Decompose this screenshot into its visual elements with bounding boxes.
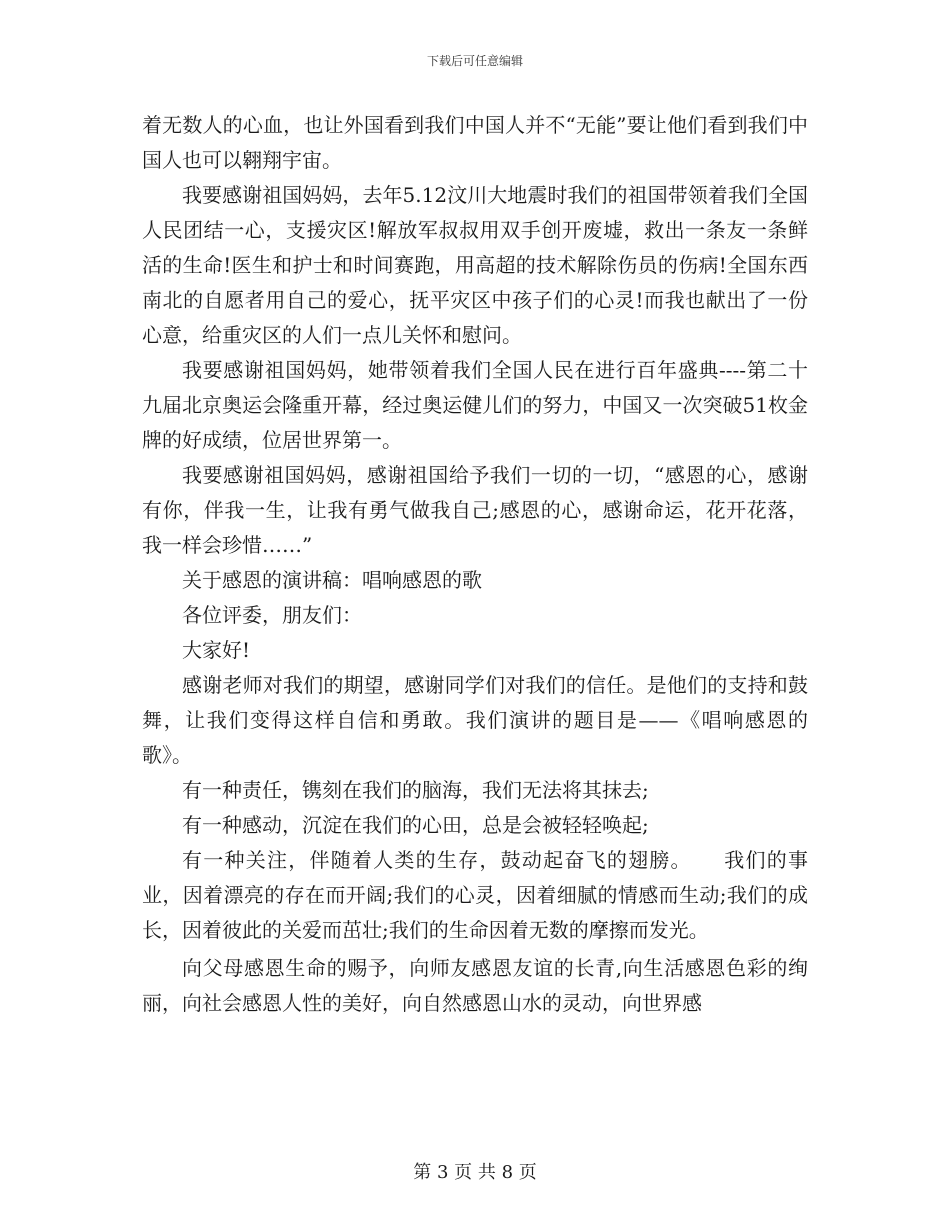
paragraph-emotion: 有一种感动，沉淀在我们的心田，总是会被轻轻唤起; <box>182 813 649 837</box>
paragraph-olympics: 我要感谢祖国妈妈，她带领着我们全国人民在进行百年盛典----第二十九届北京奥运会隆重开幕，经过奥运健儿们的努力，中国又一次突破51枚金牌的好成绩，位居世界第一。 <box>142 358 808 452</box>
paragraph-earthquake: 我要感谢祖国妈妈，去年5.12汶川大地震时我们的祖国带领着我们全国人民团结一心，支援灾区!解放军叔叔用双手创开废墟，救出一条友一条鲜活的生命!医生和护士和时间赛跑，用高超的技术解除伤员的伤病!全国东西南北的自愿者用自己的爱心，抚平灾区中孩子们的心灵!而我也献出了一份心意，给重灾区的人们一点儿关怀和慰问。 <box>142 183 808 347</box>
paragraph-thanks-teachers: 感谢老师对我们的期望，感谢同学们对我们的信任。是他们的支持和鼓舞，让我们变得这样自信和勇敢。我们演讲的题目是——《唱响感恩的歌》。 <box>142 673 808 767</box>
paragraph-continuation: 着无数人的心血，也让外国看到我们中国人并不“无能”要让他们看到我们中国人也可以翱翔宇宙。 <box>142 113 808 172</box>
paragraph-attention: 有一种关注，伴随着人类的生存，鼓动起奋飞的翅膀。 我们的事业，因着漂亮的存在而开阔;我们的心灵，因着细腻的情感而生动;我们的成长，因着彼此的关爱而茁壮;我们的生命因着无数的摩擦而发光。 <box>142 848 808 942</box>
paragraph-gratitude-list: 向父母感恩生命的赐予，向师友感恩友谊的长青,向生活感恩色彩的绚丽，向社会感恩人性的美好，向自然感恩山水的灵动，向世界感 <box>142 956 808 1015</box>
paragraph-responsibility: 有一种责任，镌刻在我们的脑海，我们无法将其抹去; <box>182 778 649 802</box>
document-body <box>142 108 808 1021</box>
speech-salutation: 各位评委，朋友们： <box>182 603 362 627</box>
speech-title: 关于感恩的演讲稿：唱响感恩的歌 <box>182 568 482 592</box>
page-header-note: 下载后可任意编辑 <box>426 54 523 68</box>
paragraph-grateful-heart: 我要感谢祖国妈妈，感谢祖国给予我们一切的一切，“感恩的心，感谢有你，伴我一生，让我有勇气做我自己;感恩的心，感谢命运，花开花落，我一样会珍惜……” <box>142 463 808 557</box>
speech-greeting: 大家好! <box>182 638 251 662</box>
page-number: 第 3 页 共 8 页 <box>413 1162 537 1183</box>
